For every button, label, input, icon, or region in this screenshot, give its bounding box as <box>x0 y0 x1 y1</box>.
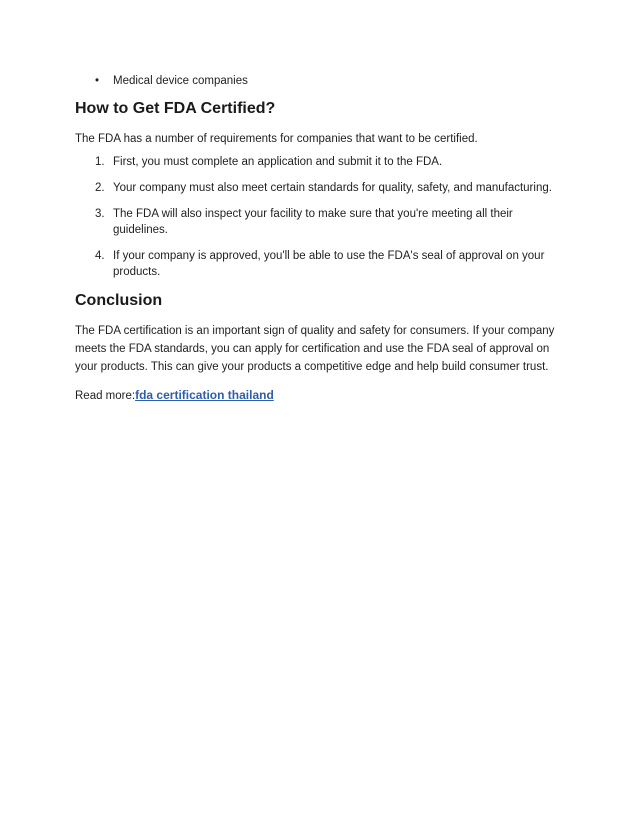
step-number: 4. <box>95 250 105 262</box>
read-more <box>75 386 565 405</box>
how-to-intro: The FDA has a number of requirements for companies that want to be certified. <box>75 133 478 145</box>
bullet-item-label: Medical device companies <box>113 75 248 87</box>
section-heading-conclusion: Conclusion <box>75 292 163 309</box>
list-item <box>75 180 565 196</box>
step-number: 2. <box>95 182 105 194</box>
step-number: 3. <box>95 208 105 220</box>
list-item <box>75 206 565 238</box>
list-item <box>75 154 565 170</box>
section-heading-how-to: How to Get FDA Certified? <box>75 100 276 117</box>
step-text: Your company must also meet certain standards for quality, safety, and manufacturing. <box>113 182 552 194</box>
step-text: The FDA will also inspect your facility to make sure that you're meeting all their guidelines. <box>113 208 513 236</box>
step-text: If your company is approved, you'll be able to use the FDA's seal of approval on your products. <box>113 250 545 278</box>
bullet-list <box>75 72 565 90</box>
bullet-icon: • <box>95 75 100 87</box>
list-item <box>75 72 565 90</box>
list-item <box>75 248 565 280</box>
read-more-prefix: Read more: <box>75 390 136 402</box>
conclusion-body: The FDA certification is an important sign of quality and safety for consumers. If your company meets the FDA standards, you can apply for certification and use the FDA seal of approval on your products. This can give your products a competitive edge and help build consumer trust. <box>75 325 555 373</box>
steps-list <box>75 154 565 280</box>
read-more-link[interactable]: fda certification thailand <box>135 388 274 402</box>
step-number: 1. <box>95 156 105 168</box>
step-text: First, you must complete an application and submit it to the FDA. <box>113 156 443 168</box>
document-content <box>75 72 565 405</box>
